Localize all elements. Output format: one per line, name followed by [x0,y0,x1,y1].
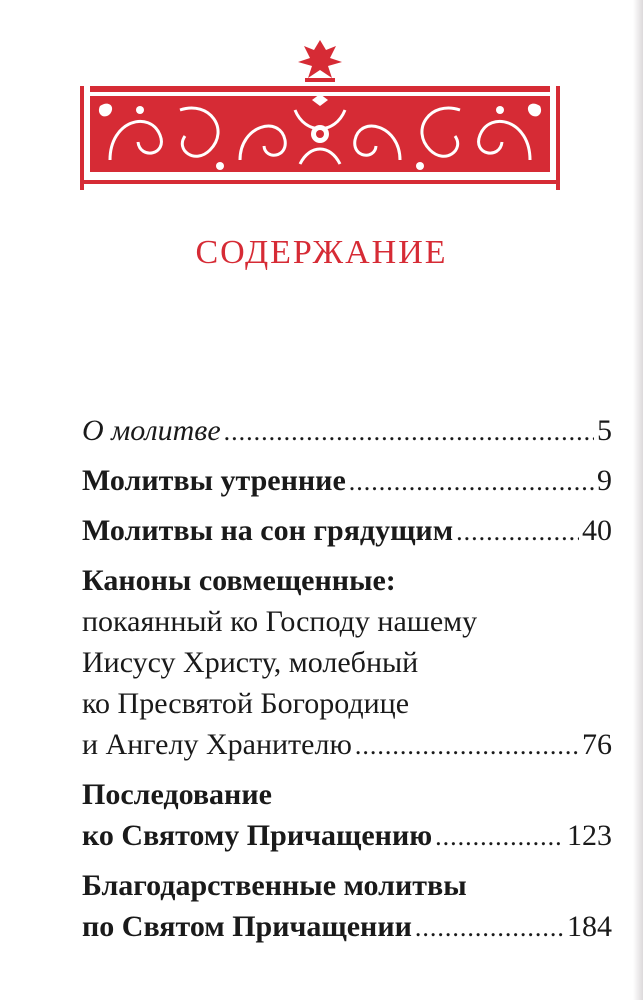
toc-entry-title: ко Святому Причащению [82,819,433,852]
dot-leader [224,411,594,452]
toc-page-number: 5 [597,414,612,447]
toc-entry-title: О молитве [82,414,221,447]
dot-leader [435,816,564,857]
toc-entry[interactable] [82,460,612,502]
toc-entry-subtitle: Иисусу Христу, молебный [82,646,419,679]
table-of-contents [82,410,612,948]
toc-entry-title: Последование [82,778,272,811]
contents-heading: СОДЕРЖАНИЕ [195,234,448,271]
dot-leader [349,461,594,502]
toc-entry-title: Молитвы на сон грядущим [82,514,454,547]
toc-entry-title: Каноны совмещенные: [82,564,396,597]
toc-page-number: 40 [582,514,612,547]
toc-entry[interactable] [82,560,612,766]
toc-entry[interactable] [82,865,612,948]
toc-entry-subtitle: и Ангелу Хранителю [82,728,352,761]
toc-entry[interactable] [82,410,612,452]
dot-leader [456,511,579,552]
toc-page-number: 9 [597,464,612,497]
toc-entry-subtitle: покаянный ко Господу нашему [82,605,478,638]
toc-page-number: 123 [567,819,612,852]
toc-entry[interactable] [82,774,612,857]
floral-ornament-header-icon [80,40,560,190]
toc-entry[interactable] [82,510,612,552]
toc-entry-title: по Святом Причащении [82,910,412,943]
toc-entry-title: Благодарственные молитвы [82,869,467,902]
dot-leader [415,907,564,948]
page-edge [633,0,643,1000]
toc-entry-subtitle: ко Пресвятой Богородице [82,687,410,720]
dot-leader [355,725,579,766]
toc-entry-title: Молитвы утренние [82,464,346,497]
toc-page-number: 76 [582,728,612,761]
toc-page-number: 184 [567,910,612,943]
